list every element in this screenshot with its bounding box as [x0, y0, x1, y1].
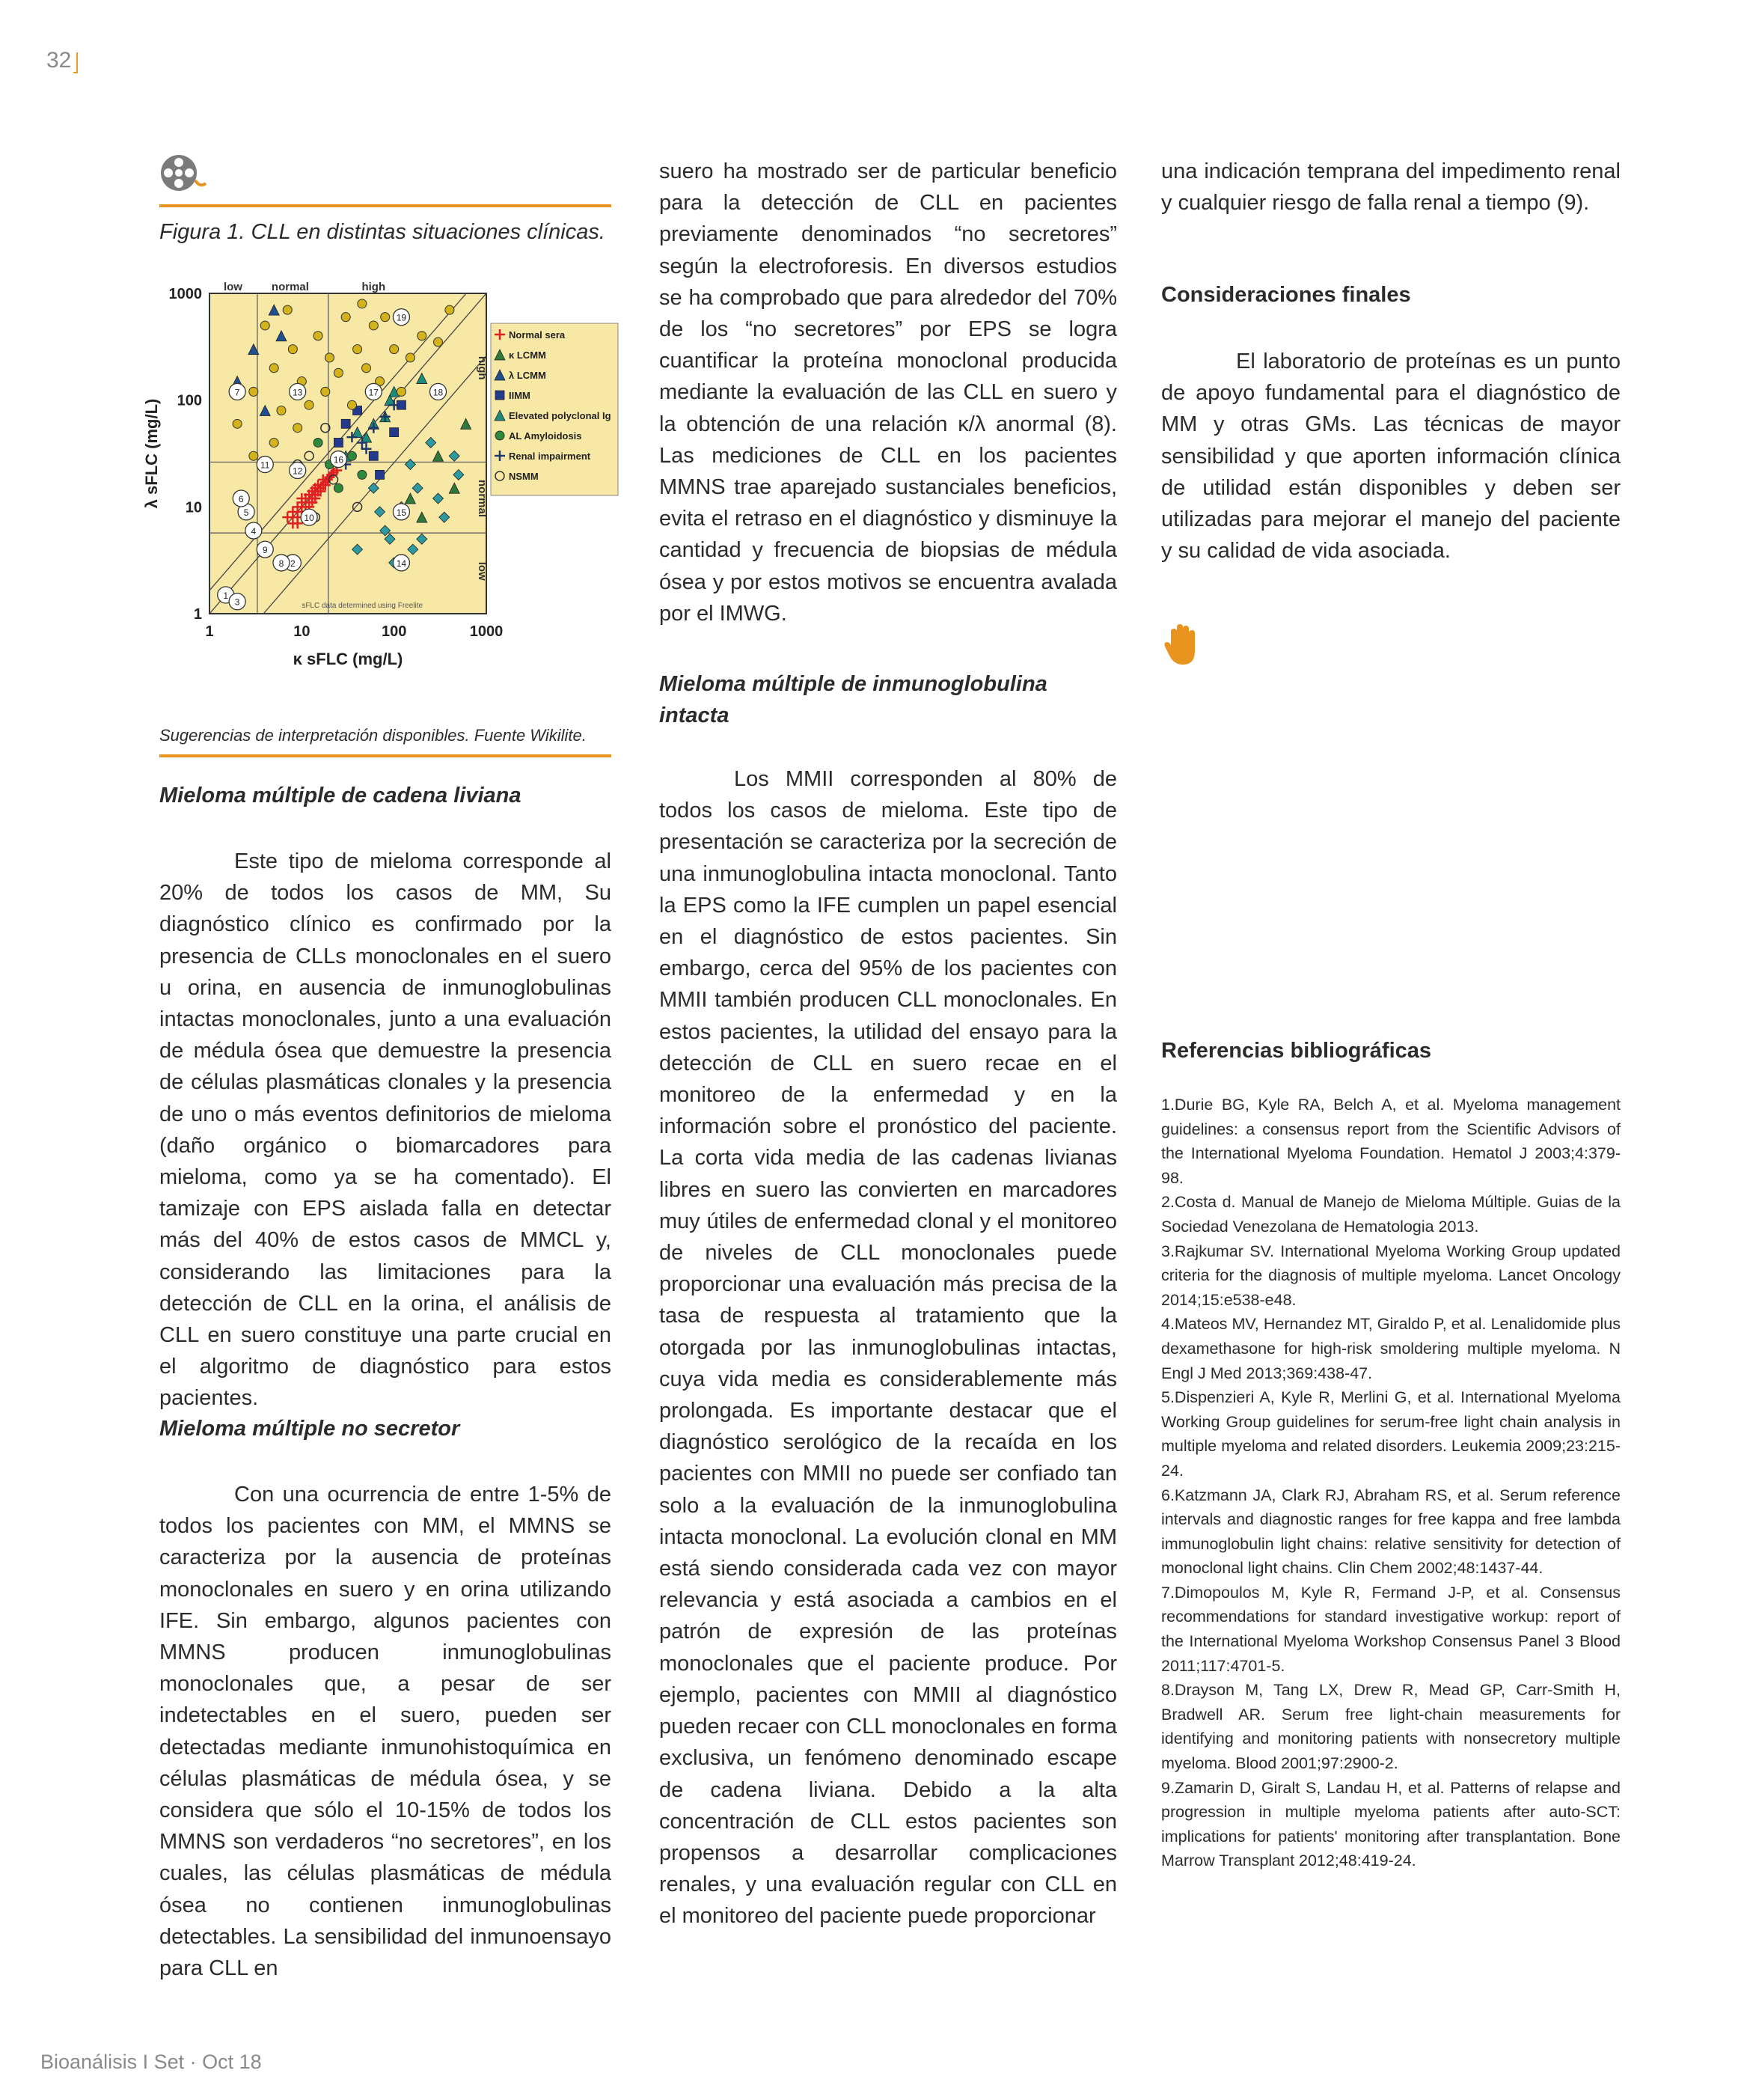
case-number-label: 12	[293, 466, 303, 477]
data-point	[334, 368, 343, 377]
section-heading-light-chain: Mieloma múltiple de cadena liviana	[159, 784, 521, 808]
data-point	[417, 332, 426, 341]
x-tick-label: 1000	[469, 623, 504, 640]
legend-label: κ LCMM	[509, 350, 546, 361]
film-reel-icon	[159, 153, 209, 195]
section-heading-intact-ig: Mieloma múltiple de inmunoglobulina intacta	[659, 672, 1047, 727]
data-point	[260, 321, 269, 330]
legend-label: Normal sera	[509, 329, 566, 341]
figure-note: Sugerencias de interpretación disponibles. Fuente Wikilite.	[159, 726, 587, 745]
data-point	[397, 387, 406, 396]
reference-item: 7.Dimopoulos M, Kyle R, Fermand J-P, et al. Consensus recommendations for standard investigative workup: report of the International Myeloma Workshop Consensus Panel 3 Blood 2011;117:4701-5.	[1161, 1583, 1621, 1675]
case-number-label: 3	[234, 596, 240, 608]
reference-item: 3.Rajkumar SV. International Myeloma Working Group updated criteria for the diagnosis of multiple myeloma. Lancet Oncology 2014;15:e538-e48.	[1161, 1242, 1621, 1309]
x-tick-label: 100	[381, 623, 407, 640]
case-number-label: 2	[290, 558, 296, 569]
case-number-label: 1	[223, 590, 229, 601]
reference-item: 2.Costa d. Manual de Manejo de Mieloma Múltiple. Guias de la Sociedad Venezolana de Hematologia 2013.	[1161, 1193, 1621, 1236]
data-point	[434, 338, 443, 347]
data-point	[288, 345, 297, 354]
y-tick-label: 100	[177, 392, 202, 409]
data-point	[341, 313, 350, 322]
data-point	[249, 387, 258, 396]
data-point	[269, 438, 278, 447]
references-title: Referencias bibliográficas	[1161, 1039, 1432, 1063]
figure-bottom-rule	[159, 754, 611, 757]
x-axis-label: κ sFLC (mg/L)	[293, 650, 403, 668]
data-point	[353, 345, 362, 354]
case-number-label: 17	[368, 387, 379, 398]
right-region-label: high	[476, 355, 489, 380]
section-heading-final: Consideraciones finales	[1161, 283, 1411, 307]
y-tick-label: 1	[193, 606, 202, 623]
paragraph-renal: una indicación temprana del impedimento renal y cualquier riesgo de falla renal a tiempo (9).	[1161, 159, 1621, 216]
data-point	[362, 364, 371, 373]
legend-label: Renal impairment	[509, 451, 591, 462]
case-number-label: 13	[293, 387, 303, 398]
data-point	[381, 313, 390, 322]
legend-label: IIMM	[509, 390, 530, 401]
data-point	[269, 364, 278, 373]
data-point	[347, 451, 356, 460]
data-point	[321, 387, 330, 396]
right-region-label: normal	[476, 480, 489, 518]
paragraph-non-secretory: Con una ocurrencia de entre 1-5% de todos los pacientes con MM, el MMNS se caracteriza por la ausencia de proteínas monoclonales en suero y en orina utilizando IFE. Sin embargo, algunos pacientes con MMNS producen inmunoglobulinas monoclonales que, a pesar de ser indetectables en el suero, pueden ser detectadas mediante inmunohistoquímica en células plasmáticas de médula ósea, y se considera que sólo el 10-15% de todos los MMNS son verdaderos “no secretores”, en los cuales, las células plasmáticas de médula ósea no contienen inmunoglobulinas detectables. La sensibilidad del inmunoensayo para CLL en	[159, 1483, 611, 1981]
paragraph-final: El laboratorio de proteínas es un punto de apoyo fundamental para el diagnóstico de MM y otras GMs. Las técnicas de mayor sensibilidad y que aporten información clínica de utilidad están disponibles y deben ser utilizadas para mejorar el manejo del paciente y su calidad de vida asociada.	[1161, 350, 1621, 564]
case-number-label: 14	[396, 558, 407, 569]
data-point	[305, 400, 313, 409]
top-region-label: low	[223, 281, 242, 293]
data-point	[347, 400, 356, 409]
case-number-label: 16	[333, 454, 344, 466]
data-point	[313, 332, 322, 341]
data-point	[369, 451, 378, 460]
reference-item: 8.Drayson M, Tang LX, Drew R, Mead GP, Carr-Smith H, Bradwell AR. Serum free light-chain measurements for identifying and monitoring patients with nonsecretory multiple myeloma. Blood 2001;97:2900-2.	[1161, 1681, 1621, 1773]
case-number-label: 9	[262, 545, 268, 556]
case-number-label: 7	[234, 387, 240, 398]
reference-item: 1.Durie BG, Kyle RA, Belch A, et al. Myeloma management guidelines: a consensus report from the Scientific Advisors of the International Myeloma Foundation. Hematol J 2003;4:379-98.	[1161, 1096, 1621, 1187]
case-number-label: 19	[396, 312, 407, 323]
y-tick-label: 10	[185, 499, 202, 516]
legend-label: λ LCMM	[509, 370, 546, 381]
x-tick-label: 1	[205, 623, 214, 640]
data-point	[293, 424, 302, 433]
reference-item: 9.Zamarin D, Giralt S, Landau H, et al. Patterns of relapse and progression in multiple myeloma patients after auto-SCT: implications for patients' monitoring after transplantation. Bone Marrow Transplant 2012;48:419-24.	[1161, 1778, 1621, 1870]
data-point	[249, 451, 258, 460]
case-number-label: 15	[396, 507, 407, 518]
data-point	[390, 428, 399, 437]
top-region-label: high	[361, 281, 386, 293]
data-point	[313, 438, 322, 447]
case-number-label: 5	[243, 507, 249, 518]
top-region-label: normal	[271, 281, 309, 293]
data-point	[233, 419, 242, 428]
legend-marker	[495, 431, 504, 440]
legend-label: Elevated polyclonal Ig	[509, 410, 611, 421]
legend-label: NSMM	[509, 471, 539, 482]
data-point	[406, 353, 414, 362]
case-number-label: 6	[238, 494, 244, 505]
x-tick-label: 10	[293, 623, 310, 640]
case-number-label: 10	[304, 513, 314, 524]
data-point	[325, 353, 334, 362]
data-point	[277, 406, 286, 415]
reference-item: 6.Katzmann JA, Clark RJ, Abraham RS, et al. Serum reference intervals and diagnostic ranges for free kappa and free lambda immunoglobulin light chains: relative sensitivity for detection of monoclonal light chains. Clin Chem 2002;48:1437-44.	[1161, 1486, 1621, 1578]
legend-marker	[495, 391, 504, 400]
case-number-label: 11	[260, 460, 270, 471]
chart-footnote: sFLC data determined using Freelite	[302, 602, 423, 610]
y-tick-label: 1000	[168, 286, 202, 302]
right-region-label: low	[476, 561, 489, 581]
paragraph-light-chain: Este tipo de mieloma corresponde al 20% de todos los casos de MM, Su diagnóstico clínico es confirmado por la presencia de CLLs monoclonales en el suero u orina, en ausencia de inmunoglobulinas intactas monoclonales, junto a una evaluación de médula ósea que demuestre la presencia de células plasmáticas clonales y la presencia de uno o más eventos definitorios de mieloma (daño orgánico o biomarcadores para mieloma, como ya se ha comentado). El tamizaje con EPS aislada falla en detectar más del 40% de estos casos de MMCL y, considerando las limitaciones para la detección de CLL en la orina, el análisis de CLL en suero constituye una parte crucial en el algoritmo de diagnóstico para estos pacientes.	[159, 849, 611, 1411]
legend-label: AL Amyloidosis	[509, 430, 582, 442]
data-point	[358, 470, 367, 479]
paragraph-intact-ig: Los MMII corresponden al 80% de todos los casos de mieloma. Este tipo de presentación se caracteriza por la secreción de una inmunoglobulina intacta monoclonal. Tanto la EPS como la IFE cumplen un papel esencial en el diagnóstico de estos pacientes. Sin embargo, cerca del 95% de los pacientes con MMII también producen CLL monoclonales. En estos pacientes, la utilidad del ensayo para la detección de CLL en suero recae en el monitoreo de la enfermedad y en la información sobre el pronóstico del paciente. La corta vida media de las cadenas livianas libres en suero las convierten en marcadores muy útiles de enfermedad clonal y el monitoreo de niveles de CLL monoclonales puede proporcionar una evaluación más precisa de la tasa de respuesta al tratamiento que la otorgada por las inmunoglobulinas intactas, cuya vida media es considerablemente más prolongada. Es importante destacar que el diagnóstico serológico de la recaída en los pacientes con MMII no puede ser confiado tan solo a la evaluación de la inmunoglobulina intacta monoclonal. La evolución clonal en MM está siendo considerada cada vez con mayor relevancia y está asociada a cambios en el patrón de expresión de las proteínas monoclonales que el paciente produce. Por ejemplo, pacientes con MMII al diagnóstico pueden recaer con CLL monoclonales en forma exclusiva, un fenómeno denominado escape de cadena liviana. Debido a la alta concentración de CLL estos pacientes son propensos a desarrollar complicaciones renales, y una evaluación regular con CLL en el monitoreo del paciente puede proporcionar	[659, 767, 1117, 1929]
section-heading-non-secretory: Mieloma múltiple no secretor	[159, 1417, 460, 1441]
case-number-label: 4	[251, 525, 257, 537]
hand-icon	[1163, 623, 1201, 668]
data-point	[376, 470, 385, 479]
y-axis-label: λ sFLC (mg/L)	[142, 398, 161, 509]
data-point	[390, 345, 399, 354]
data-point	[334, 438, 343, 447]
figure-top-rule	[159, 204, 611, 207]
reference-item: 4.Mateos MV, Hernandez MT, Giraldo P, et al. Lenalidomide plus dexamethasone for high-risk smoldering multiple myeloma. N Engl J Med 2013;369:438-47.	[1161, 1315, 1621, 1382]
data-point	[334, 483, 343, 492]
case-number-label: 8	[278, 558, 284, 569]
paragraph-non-secretory-continued: suero ha mostrado ser de particular beneficio para la detección de CLL en pacientes previamente denominados “no secretores” según la electroforesis. En diversos estudios se ha comprobado que para alrededor del 70% de los “no secretores” por EPS se logra cuantificar la proteína monoclonal producida mediante la evaluación de las CLL en suero y la obtención de una relación κ/λ anormal (8). Las mediciones de CLL en los pacientes MMNS trae aparejado sustanciales beneficios, evita el retraso en el diagnóstico y disminuye la cantidad y frecuencia de biopsias de médula ósea y por estos motivos se encuentra avalada por el IMWG.	[659, 159, 1117, 626]
reference-item: 5.Dispenzieri A, Kyle R, Merlini G, et al. International Myeloma Working Group guidelines for serum-free light chain analysis in multiple myeloma and related disorders. Leukemia 2009;23:215-24.	[1161, 1388, 1621, 1480]
data-point	[445, 305, 454, 314]
references-list	[1161, 1093, 1621, 1873]
page-footer: Bioanálisis I Set · Oct 18	[40, 2051, 262, 2073]
flc-scatter-chart	[135, 277, 619, 696]
page-number-mark	[73, 52, 78, 73]
figure-caption: Figura 1. CLL en distintas situaciones clínicas.	[159, 220, 605, 244]
case-number-label: 18	[432, 387, 444, 398]
data-point	[358, 299, 367, 308]
page-number: 32	[46, 48, 72, 73]
data-point	[341, 419, 350, 428]
data-point	[369, 321, 378, 330]
data-point	[283, 305, 292, 314]
